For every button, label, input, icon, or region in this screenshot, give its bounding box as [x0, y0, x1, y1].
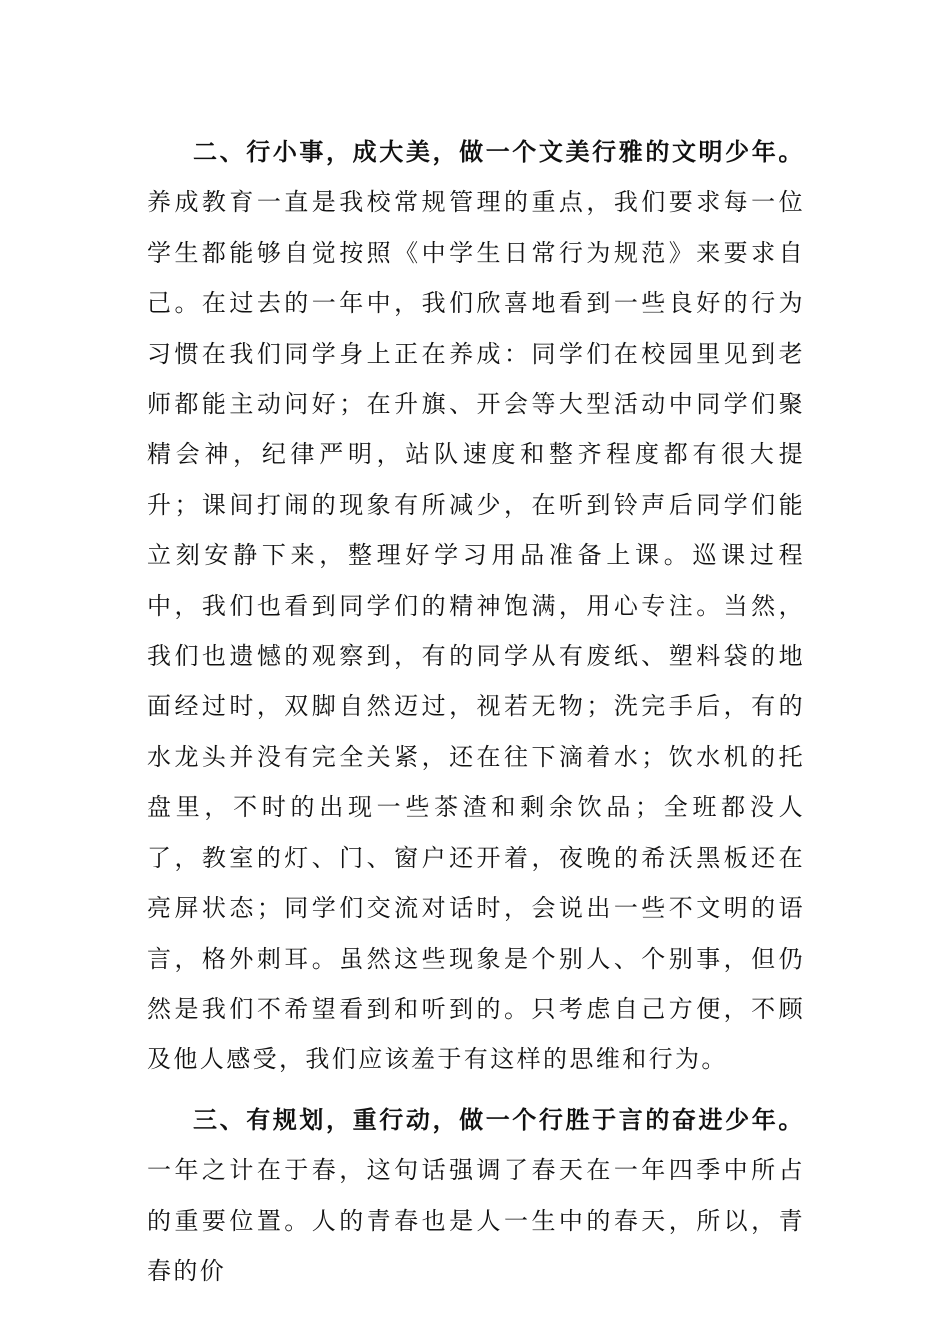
section-body-2: 养成教育一直是我校常规管理的重点，我们要求每一位学生都能够自觉按照《中学生日常行为规范》来要求自己。在过去的一年中，我们欣喜地看到一些良好的行为习惯在我们同学身上正在养成：同学们在校园里见到老师都能主动问好；在升旗、开会等大型活动中同学们聚精会神，纪律严明，站队速度和整齐程度都有很大提升；课间打闹的现象有所减少，在听到铃声后同学们能立刻安静下来，整理好学习用品准备上课。巡课过程中，我们也看到同学们的精神饱满，用心专注。当然，我们也遗憾的观察到，有的同学从有废纸、塑料袋的地面经过时，双脚自然迈过，视若无物；洗完手后，有的水龙头并没有完全关紧，还在往下滴着水；饮水机的托盘里，不时的出现一些茶渣和剩余饮品；全班都没人了，教室的灯、门、窗户还开着，夜晚的希沃黑板还在亮屏状态；同学们交流对话时，会说出一些不文明的语言，格外刺耳。虽然这些现象是个别人、个别事，但仍然是我们不希望看到和听到的。只考虑自己方便，不顾及他人感受，我们应该羞于有这样的思维和行为。 [147, 188, 805, 1074]
paragraph-3 [147, 1095, 805, 1297]
document-body [147, 127, 805, 1296]
section-heading-2: 二、行小事，成大美，做一个文美行雅的文明少年。 [193, 137, 805, 166]
section-body-3: 一年之计在于春，这句话强调了春天在一年四季中所占的重要位置。人的青春也是人一生中的春天，所以，青春的价 [147, 1156, 805, 1285]
section-heading-3: 三、有规划，重行动，做一个行胜于言的奋进少年。 [193, 1104, 805, 1134]
paragraph-2 [147, 127, 805, 1085]
